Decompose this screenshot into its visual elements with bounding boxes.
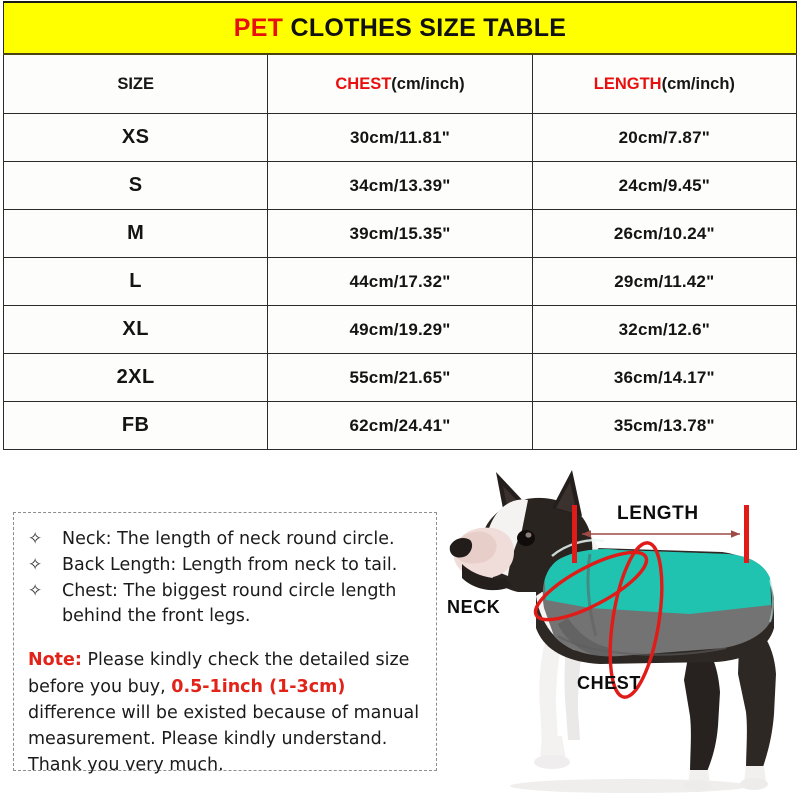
title-rest: CLOTHES SIZE TABLE [283, 13, 567, 42]
neck-label: NECK [447, 597, 501, 617]
title-accent-word: PET [233, 13, 284, 42]
list-item [28, 553, 426, 578]
cell-chest: 55cm/21.65" [268, 354, 532, 402]
cell-chest: 62cm/24.41" [268, 402, 532, 450]
cell-chest: 30cm/11.81" [268, 114, 532, 162]
table-row [4, 258, 797, 306]
cell-length: 36cm/14.17" [532, 354, 796, 402]
cell-length: 32cm/12.6" [532, 306, 796, 354]
column-header-length-unit: (cm/inch) [661, 74, 735, 93]
table-header-row [4, 54, 797, 114]
note-tolerance-highlight: 0.5-1inch (1-3cm) [171, 676, 346, 697]
table-row [4, 354, 797, 402]
list-item-label: Chest: The biggest round circle length behind the front legs. [62, 580, 397, 626]
cell-size: XS [4, 114, 268, 162]
ground-shadow [510, 779, 750, 793]
note-paragraph [14, 629, 436, 778]
diamond-bullet-icon: ✧ [28, 580, 43, 601]
cell-size: L [4, 258, 268, 306]
column-header-length [532, 54, 796, 114]
cell-length: 26cm/10.24" [532, 210, 796, 258]
list-item-label: Neck: The length of neck round circle. [62, 529, 395, 549]
page-title [4, 2, 797, 54]
list-item-label: Back Length: Length from neck to tail. [62, 554, 398, 575]
column-header-chest-unit: (cm/inch) [391, 74, 465, 93]
dog-eye [517, 530, 535, 546]
cell-size: FB [4, 402, 268, 450]
table-title-row [4, 2, 797, 54]
column-header-length-accent: LENGTH [593, 74, 662, 93]
pet-size-table [3, 1, 797, 450]
cell-chest: 49cm/19.29" [268, 306, 532, 354]
cell-size: 2XL [4, 354, 268, 402]
cell-size: M [4, 210, 268, 258]
cell-length: 24cm/9.45" [532, 162, 796, 210]
table-row [4, 210, 797, 258]
length-label: LENGTH [617, 503, 699, 524]
cell-length: 20cm/7.87" [532, 114, 796, 162]
table-row [4, 114, 797, 162]
note-label: Note: [28, 650, 82, 671]
diamond-bullet-icon: ✧ [28, 529, 43, 549]
column-header-chest-accent: CHEST [335, 74, 392, 93]
cell-size: S [4, 162, 268, 210]
cell-chest: 39cm/15.35" [268, 210, 532, 258]
table-row [4, 306, 797, 354]
cell-length: 35cm/13.78" [532, 402, 796, 450]
note-text-part-1: Please kindly check the detailed size before you buy, [28, 650, 410, 697]
table-row [4, 402, 797, 450]
chest-label: CHEST [577, 673, 642, 693]
list-item [28, 579, 426, 629]
table-row [4, 162, 797, 210]
column-header-chest [268, 54, 532, 114]
length-double-arrow-icon [576, 528, 746, 540]
measurement-notes-box [13, 512, 437, 776]
note-text-part-2: difference will be existed because of manual measurement. Please kindly understand. Thank you very much. [28, 702, 420, 776]
cell-size: XL [4, 306, 268, 354]
diamond-bullet-icon: ✧ [28, 554, 43, 575]
cell-length: 29cm/11.42" [532, 258, 796, 306]
column-header-size: SIZE [4, 54, 268, 114]
definition-list [14, 513, 436, 628]
cell-chest: 44cm/17.32" [268, 258, 532, 306]
list-item [28, 527, 426, 552]
cell-chest: 34cm/13.39" [268, 162, 532, 210]
